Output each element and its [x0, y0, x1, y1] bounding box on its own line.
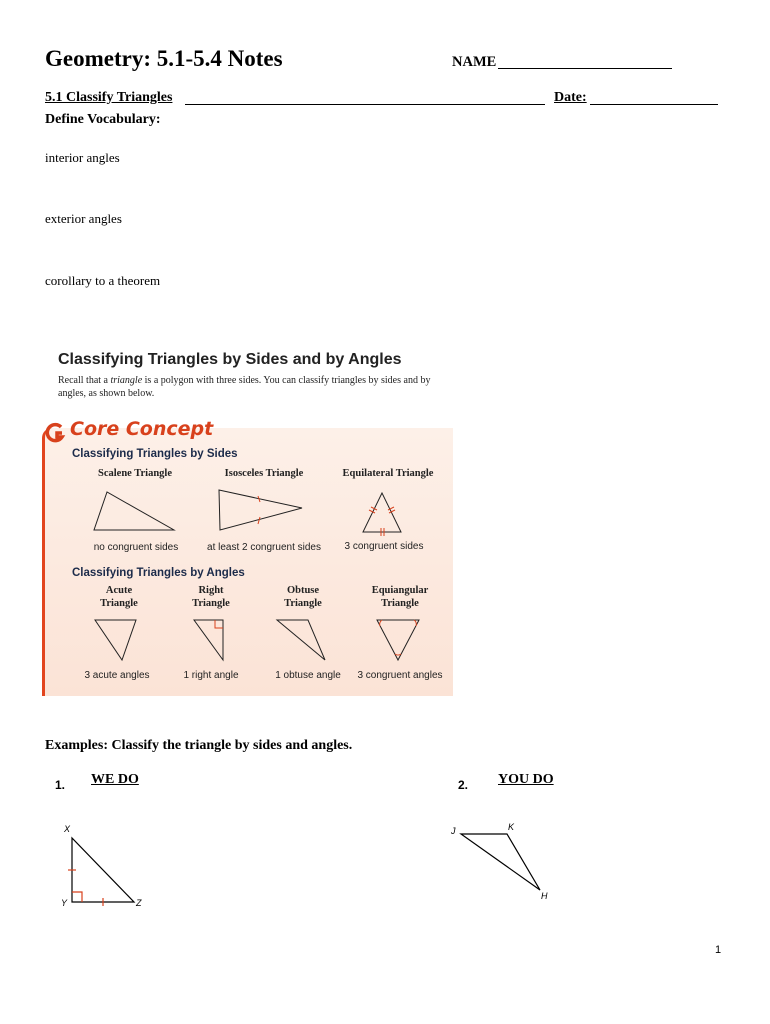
name-blank-line: [498, 68, 672, 69]
name-label: NAME: [452, 54, 497, 70]
vocab-heading: Define Vocabulary:: [45, 112, 161, 127]
point-z-label: Z: [136, 898, 142, 908]
example-2-number: 2.: [458, 778, 469, 792]
isosceles-triangle-icon: [216, 486, 308, 536]
point-k-label: K: [508, 822, 515, 832]
acute-name: Acute Triangle: [100, 585, 138, 609]
angles-heading: Classifying Triangles by Angles: [72, 567, 245, 579]
right-triangle-icon: [190, 616, 230, 664]
section-underline: [185, 104, 545, 105]
equilateral-caption: 3 congruent sides: [344, 541, 424, 552]
vocab-term-corollary: corollary to a theorem: [45, 273, 161, 288]
acute-caption: 3 acute angles: [84, 670, 150, 681]
example-1-number: 1.: [55, 778, 66, 792]
example-2-tag: YOU DO: [498, 772, 554, 787]
core-concept-icon: [44, 422, 66, 444]
point-j-label: J: [451, 826, 456, 836]
triangle-jkh: [455, 826, 550, 898]
scalene-triangle-icon: [90, 488, 180, 536]
excerpt-title: Classifying Triangles by Sides and by Angles: [58, 351, 402, 368]
vocab-term-exterior-angles: exterior angles: [45, 211, 122, 226]
scalene-caption: no congruent sides: [93, 542, 179, 553]
date-blank-line: [590, 104, 718, 105]
point-h-label: H: [541, 891, 548, 901]
right-name: Right Triangle: [192, 585, 230, 609]
excerpt-intro: Recall that a triangle is a polygon with three sides. You can classify triangles by sides and by angles, as shown below.: [58, 375, 431, 399]
page-title: Geometry: 5.1-5.4 Notes: [45, 46, 283, 71]
obtuse-caption: 1 obtuse angle: [275, 670, 341, 681]
equilateral-name: Equilateral Triangle: [342, 468, 434, 479]
equilateral-triangle-icon: [360, 490, 410, 536]
textbook-excerpt: [40, 348, 460, 700]
obtuse-name: Obtuse Triangle: [284, 585, 322, 609]
date-label: Date:: [554, 90, 587, 105]
example-1-tag: WE DO: [91, 772, 139, 787]
sides-heading: Classifying Triangles by Sides: [72, 448, 238, 460]
acute-triangle-icon: [92, 616, 142, 664]
point-y-label: Y: [61, 898, 68, 908]
vocab-term-interior-angles: interior angles: [45, 150, 120, 165]
right-caption: 1 right angle: [183, 670, 239, 681]
scalene-name: Scalene Triangle: [98, 468, 172, 479]
equiangular-caption: 3 congruent angles: [357, 670, 443, 681]
examples-heading: Examples: Classify the triangle by sides and angles.: [45, 738, 353, 753]
isosceles-name: Isosceles Triangle: [224, 468, 304, 479]
isosceles-caption: at least 2 congruent sides: [207, 542, 321, 553]
page-number: 1: [715, 944, 722, 956]
section-heading: 5.1 Classify Triangles: [45, 90, 173, 105]
equiangular-triangle-icon: [374, 616, 426, 664]
point-x-label: X: [64, 824, 71, 834]
obtuse-triangle-icon: [274, 616, 330, 664]
core-concept-label: Core Concept: [70, 418, 214, 440]
equiangular-name: Equiangular Triangle: [371, 585, 429, 609]
